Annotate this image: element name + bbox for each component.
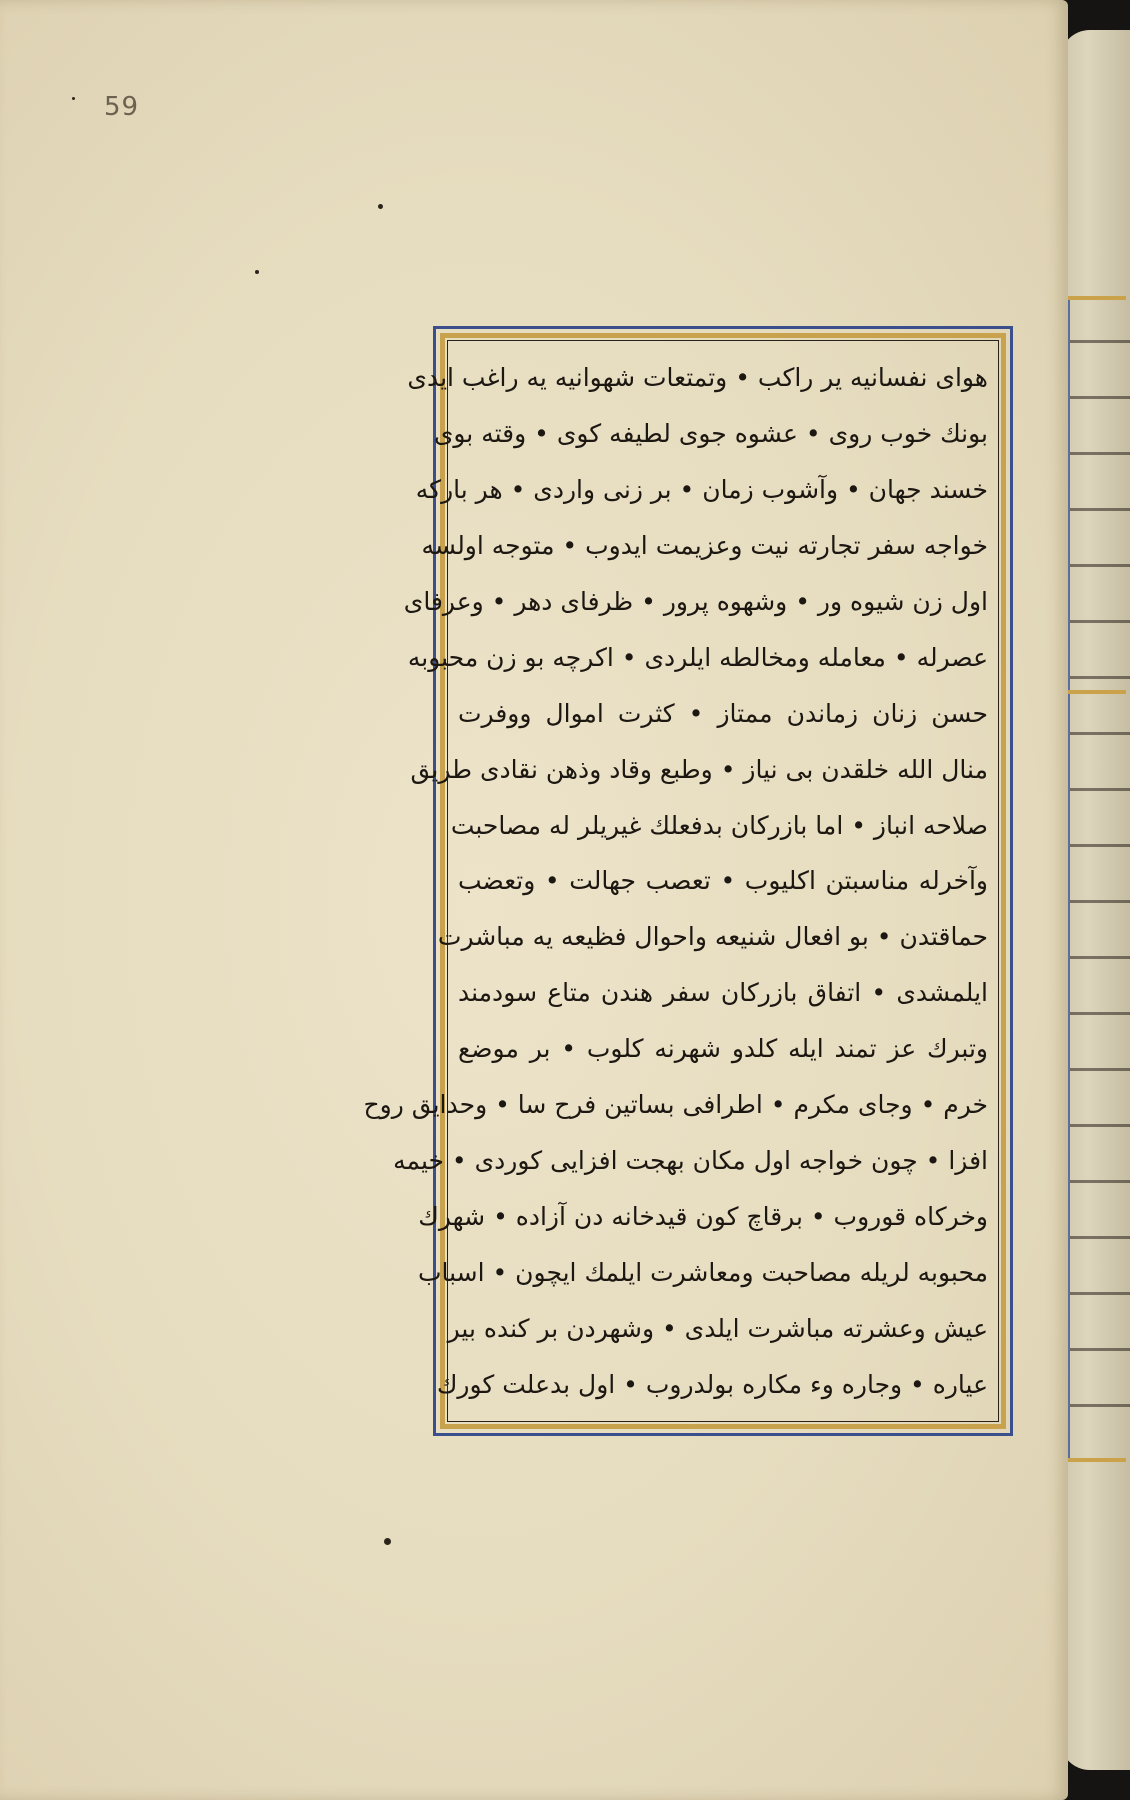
text-line: صلاحه انباز • اما بازرکان بدفعلك غیریلر له مصاحبت	[450, 810, 988, 840]
page-speck	[72, 97, 75, 100]
manuscript-text-block	[363, 350, 988, 1412]
text-line: حماقتدن • بو افعال شنیعه واحوال فظیعه یه مباشرت	[437, 922, 988, 952]
text-line: حسن زنان زماندن ممتاز • کثرت اموال ووفرت	[458, 698, 988, 728]
text-line: وتبرك عز تمند ایله کلدو شهرنه کلوب • بر موضع	[458, 1034, 988, 1064]
text-line: اول زن شیوه ور • وشهوه پرور • ظرفای دهر • وعرفای	[403, 586, 988, 616]
text-line: عیش وعشرته مباشرت ایلدی • وشهردن بر کنده بیر	[447, 1313, 988, 1343]
text-line: خسند جهان • وآشوب زمان • بر زنی واردی • هر بارکه	[415, 474, 988, 504]
text-line: خواجه سفر تجارته نیت وعزیمت ایدوب • متوجه اولسه	[421, 530, 988, 560]
text-line: منال الله خلقدن بی نیاز • وطبع وقاد وذهن نقادی طریق	[410, 754, 988, 784]
text-line: وآخرله مناسبتن اکلیوب • تعصب جهالت • وتعضب	[458, 866, 988, 896]
folio-number: 59	[104, 92, 140, 122]
page-speck	[255, 270, 259, 274]
text-line: محبوبه لریله مصاحبت ومعاشرت ایلمك ایچون • اسباب	[417, 1258, 988, 1287]
next-leaf-gold-rule-bottom	[1066, 1458, 1126, 1462]
text-line: وخرکاه قوروب • برقاچ کون قیدخانه دن آزاده • شهرك	[418, 1202, 988, 1232]
text-line: بونك خوب روی • عشوه جوی لطیفه کوی • وقته بوی	[433, 418, 988, 448]
page-speck	[384, 1538, 391, 1545]
text-line: هوای نفسانیه یر راکب • وتمتعات شهوانیه یه راغب ایدی	[407, 363, 988, 392]
page-speck	[378, 204, 383, 209]
text-line: خرم • وجای مکرم • اطرافی بساتین فرح سا • وحدایق روح	[363, 1090, 988, 1120]
text-line: ایلمشدی • اتفاق بازرکان سفر هندن متاع سودمند	[458, 978, 988, 1008]
text-line: عیاره • وجاره وء مکاره بولدروب • اول بدعلت کورك	[436, 1369, 988, 1399]
next-leaf-gold-rule-top	[1066, 296, 1126, 300]
text-line: افزا • چون خواجه اول مکان بهجت افزایی کوردی • خیمه	[393, 1146, 988, 1176]
text-line: عصرله • معامله ومخالطه ایلردی • اکرچه بو زن محبوبه	[407, 642, 988, 672]
next-leaf-gold-rule-mid	[1066, 690, 1126, 694]
next-leaf-text-fragment	[1068, 300, 1130, 1460]
